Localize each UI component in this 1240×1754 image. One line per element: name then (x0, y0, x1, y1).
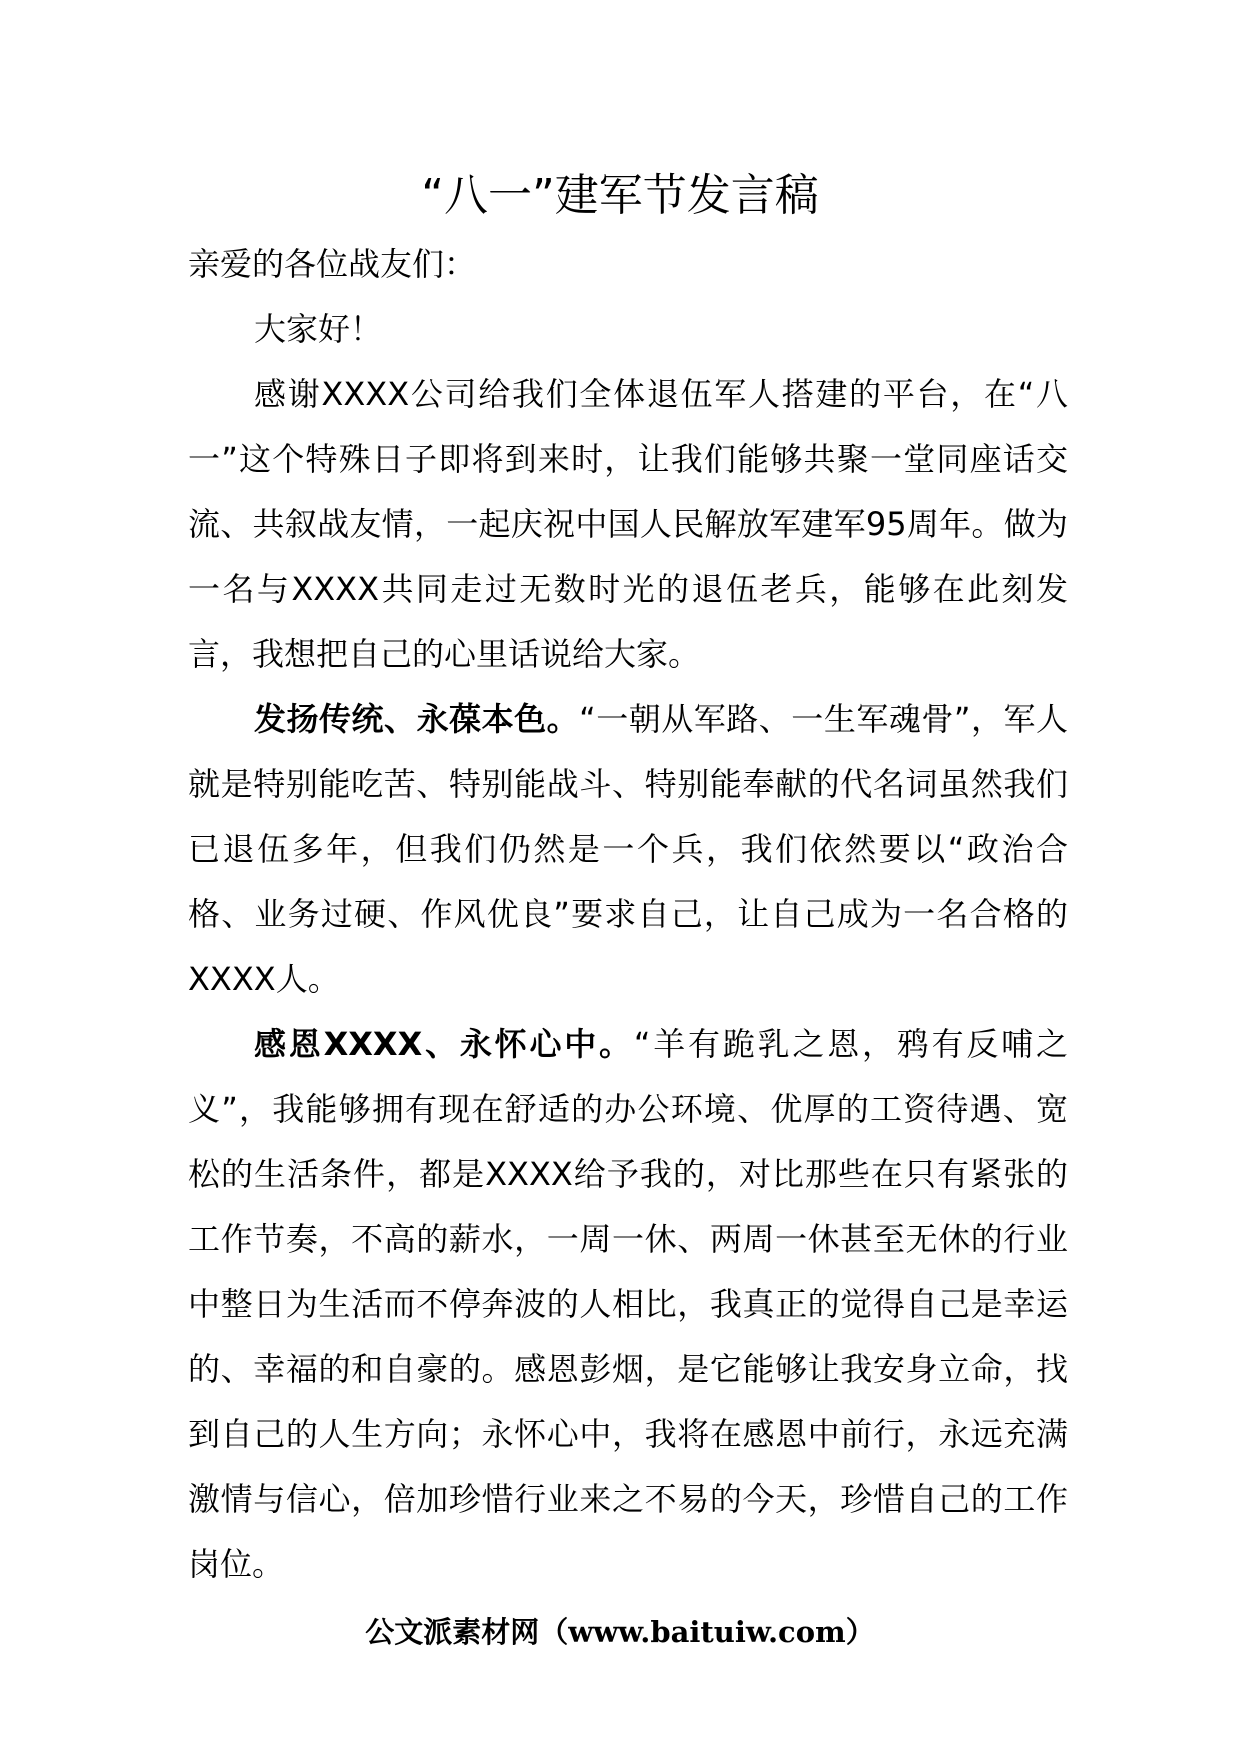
paragraph-text-tradition: “一朝从军路、一生军魂骨”，军人就是特别能吃苦、特别能战斗、特别能奉献的代名词虽然我们已退伍多年，但我们仍然是一个兵，我们依然要以“政治合格、业务过硬、作风优良”要求自己，让自己成为一名合格的XXXX人。 (188, 700, 1068, 998)
paragraph-tradition (188, 687, 1068, 1012)
footer-source: 公文派素材网（www.baituiw.com） (365, 1615, 875, 1649)
document-title: “八一”建军节发言稿 (421, 170, 819, 221)
document-body (188, 232, 1068, 1597)
salutation: 亲爱的各位战友们： (188, 245, 477, 283)
paragraph-thanks: 感谢XXXX公司给我们全体退伍军人搭建的平台，在“八一”这个特殊日子即将到来时，让我们能够共聚一堂同座话交流、共叙战友情，一起庆祝中国人民解放军建军95周年。做为一名与XXXX共同走过无数时光的退伍老兵，能够在此刻发言，我想把自己的心里话说给大家。 (188, 375, 1068, 673)
paragraph-gratitude (188, 1012, 1068, 1597)
paragraph-heading-tradition: 发扬传统、永葆本色。 (254, 700, 580, 738)
paragraph-text-gratitude: “羊有跪乳之恩，鸦有反哺之义”，我能够拥有现在舒适的办公环境、优厚的工资待遇、宽松的生活条件，都是XXXX给予我的，对比那些在只有紧张的工作节奏，不高的薪水，一周一休、两周一休甚至无休的行业中整日为生活而不停奔波的人相比，我真正的觉得自己是幸运的、幸福的和自豪的。感恩彭烟，是它能够让我安身立命，找到自己的人生方向；永怀心中，我将在感恩中前行，永远充满激情与信心，倍加珍惜行业来之不易的今天，珍惜自己的工作岗位。 (188, 1025, 1068, 1583)
paragraph-heading-gratitude: 感恩XXXX、永怀心中。 (254, 1025, 634, 1063)
greeting: 大家好！ (254, 310, 383, 348)
